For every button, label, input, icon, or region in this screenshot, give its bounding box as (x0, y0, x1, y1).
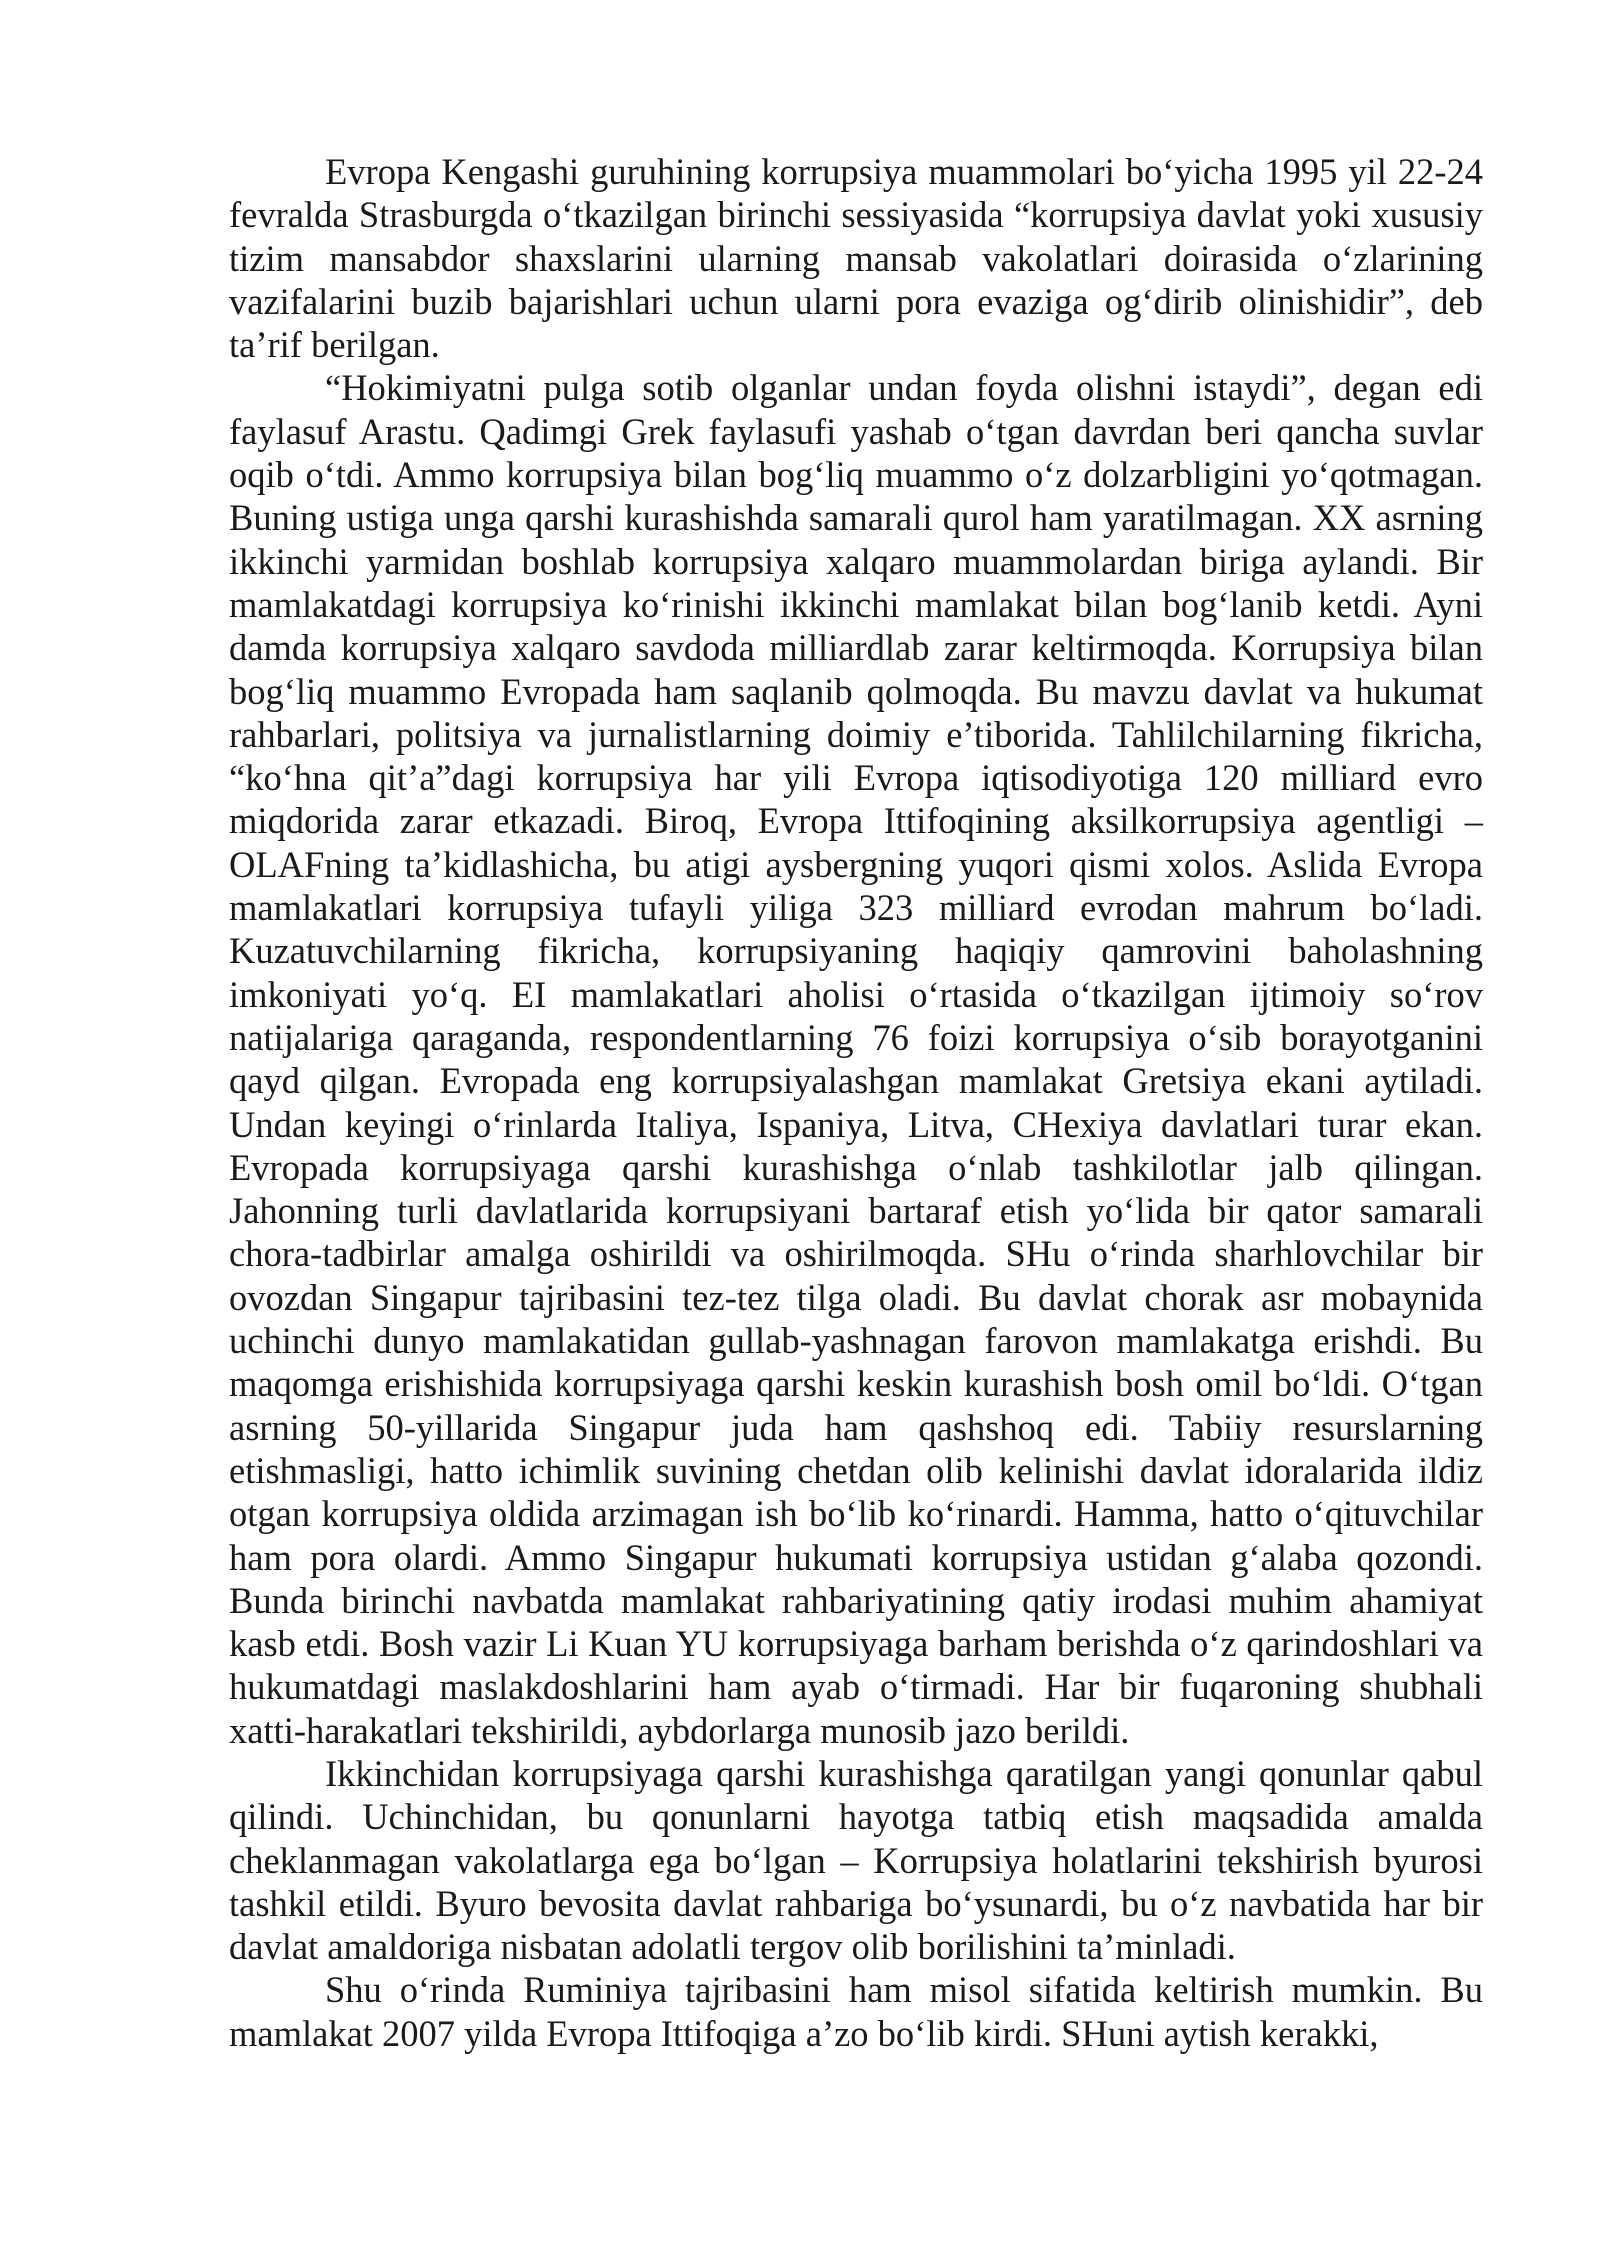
document-page (229, 150, 1483, 2055)
paragraph-4: Shu o‘rinda Ruminiya tajribasini ham misol sifatida keltirish mumkin. Bu mamlakat 2007 yilda Evropa Ittifoqiga a’zo bo‘lib kirdi. SHuni aytish kerakki, (229, 1969, 1483, 2054)
paragraph-2: “Hokimiyatni pulga sotib olganlar undan foyda olishni istaydi”, degan edi faylasuf Arastu. Qadimgi Grek faylasufi yashab o‘tgan davrdan beri qancha suvlar oqib o‘tdi. Ammo korrupsiya bilan bog‘liq muammo o‘z dolzarbligini yo‘qotmagan. Buning ustiga unga qarshi kurashishda samarali qurol ham yaratilmagan. XX asrning ikkinchi yarmidan boshlab korrupsiya xalqaro muammolardan biriga aylandi. Bir mamlakatdagi korrupsiya ko‘rinishi ikkinchi mamlakat bilan bog‘lanib ketdi. Ayni damda korrupsiya xalqaro savdoda milliardlab zarar keltirmoqda. Korrupsiya bilan bog‘liq muammo Evropada ham saqlanib qolmoqda. Bu mavzu davlat va hukumat rahbarlari, politsiya va jurnalistlarning doimiy e’tiborida. Tahlilchilarning fikricha, “ko‘hna qit’a”dagi korrupsiya har yili Evropa iqtisodiyotiga 120 milliard evro miqdorida zarar etkazadi. Biroq, Evropa Ittifoqining aksilkorrupsiya agentligi – OLAFning ta’kidlashicha, bu atigi aysbergning yuqori qismi xolos. Aslida Evropa mamlakatlari korrupsiya tufayli yiliga 323 milliard evrodan mahrum bo‘ladi. Kuzatuvchilarning fikricha, korrupsiyaning haqiqiy qamrovini baholashning imkoniyati yo‘q. EI mamlakatlari aholisi o‘rtasida o‘tkazilgan ijtimoiy so‘rov natijalariga qaraganda, respondentlarning 76 foizi korrupsiya o‘sib borayotganini qayd qilgan. Evropada eng korrupsiyalashgan mamlakat Gretsiya ekani aytiladi. Undan keyingi o‘rinlarda Italiya, Ispaniya, Litva, CHexiya davlatlari turar ekan. Evropada korrupsiyaga qarshi kurashishga o‘nlab tashkilotlar jalb qilingan. Jahonning turli davlatlarida korrupsiyani bartaraf etish yo‘lida bir qator samarali chora-tadbirlar amalga oshirildi va oshirilmoqda. SHu o‘rinda sharhlovchilar bir ovozdan Singapur tajribasini tez-tez tilga oladi. Bu davlat chorak asr mobaynida uchinchi dunyo mamlakatidan gullab-yashnagan farovon mamlakatga erishdi. Bu maqomga erishishida korrupsiyaga qarshi keskin kurashish bosh omil bo‘ldi. O‘tgan asrning 50-yillarida Singapur juda ham qashshoq edi. Tabiiy resurslarning etishmasligi, hatto ichimlik suvining chetdan olib kelinishi davlat idoralarida ildiz otgan korrupsiya oldida arzimagan ish bo‘lib ko‘rinardi. Hamma, hatto o‘qituvchilar ham pora olardi. Ammo Singapur hukumati korrupsiya ustidan g‘alaba qozondi. Bunda birinchi navbatda mamlakat rahbariyatining qatiy irodasi muhim ahamiyat kasb etdi. Bosh vazir Li Kuan YU korrupsiyaga barham berishda o‘z qarindoshlari va hukumatdagi maslakdoshlarini ham ayab o‘tirmadi. Har bir fuqaroning shubhali xatti-harakatlari tekshirildi, aybdorlarga munosib jazo berildi. (229, 367, 1483, 1751)
paragraph-3: Ikkinchidan korrupsiyaga qarshi kurashishga qaratilgan yangi qonunlar qabul qilindi. Uchinchidan, bu qonunlarni hayotga tatbiq etish maqsadida amalda cheklanmagan vakolatlarga ega bo‘lgan – Korrupsiya holatlarini tekshirish byurosi tashkil etildi. Byuro bevosita davlat rahbariga bo‘ysunardi, bu o‘z navbatida har bir davlat amaldoriga nisbatan adolatli tergov olib borilishini ta’minladi. (229, 1752, 1483, 1968)
paragraph-1: Evropa Kengashi guruhining korrupsiya muammolari bo‘yicha 1995 yil 22-24 fevralda Strasburgda o‘tkazilgan birinchi sessiyasida “korrupsiya davlat yoki xususiy tizim mansabdor shaxslarini ularning mansab vakolatlari doirasida o‘zlarining vazifalarini buzib bajarishlari uchun ularni pora evaziga og‘dirib olinishidir”, deb ta’rif berilgan. (229, 151, 1483, 366)
